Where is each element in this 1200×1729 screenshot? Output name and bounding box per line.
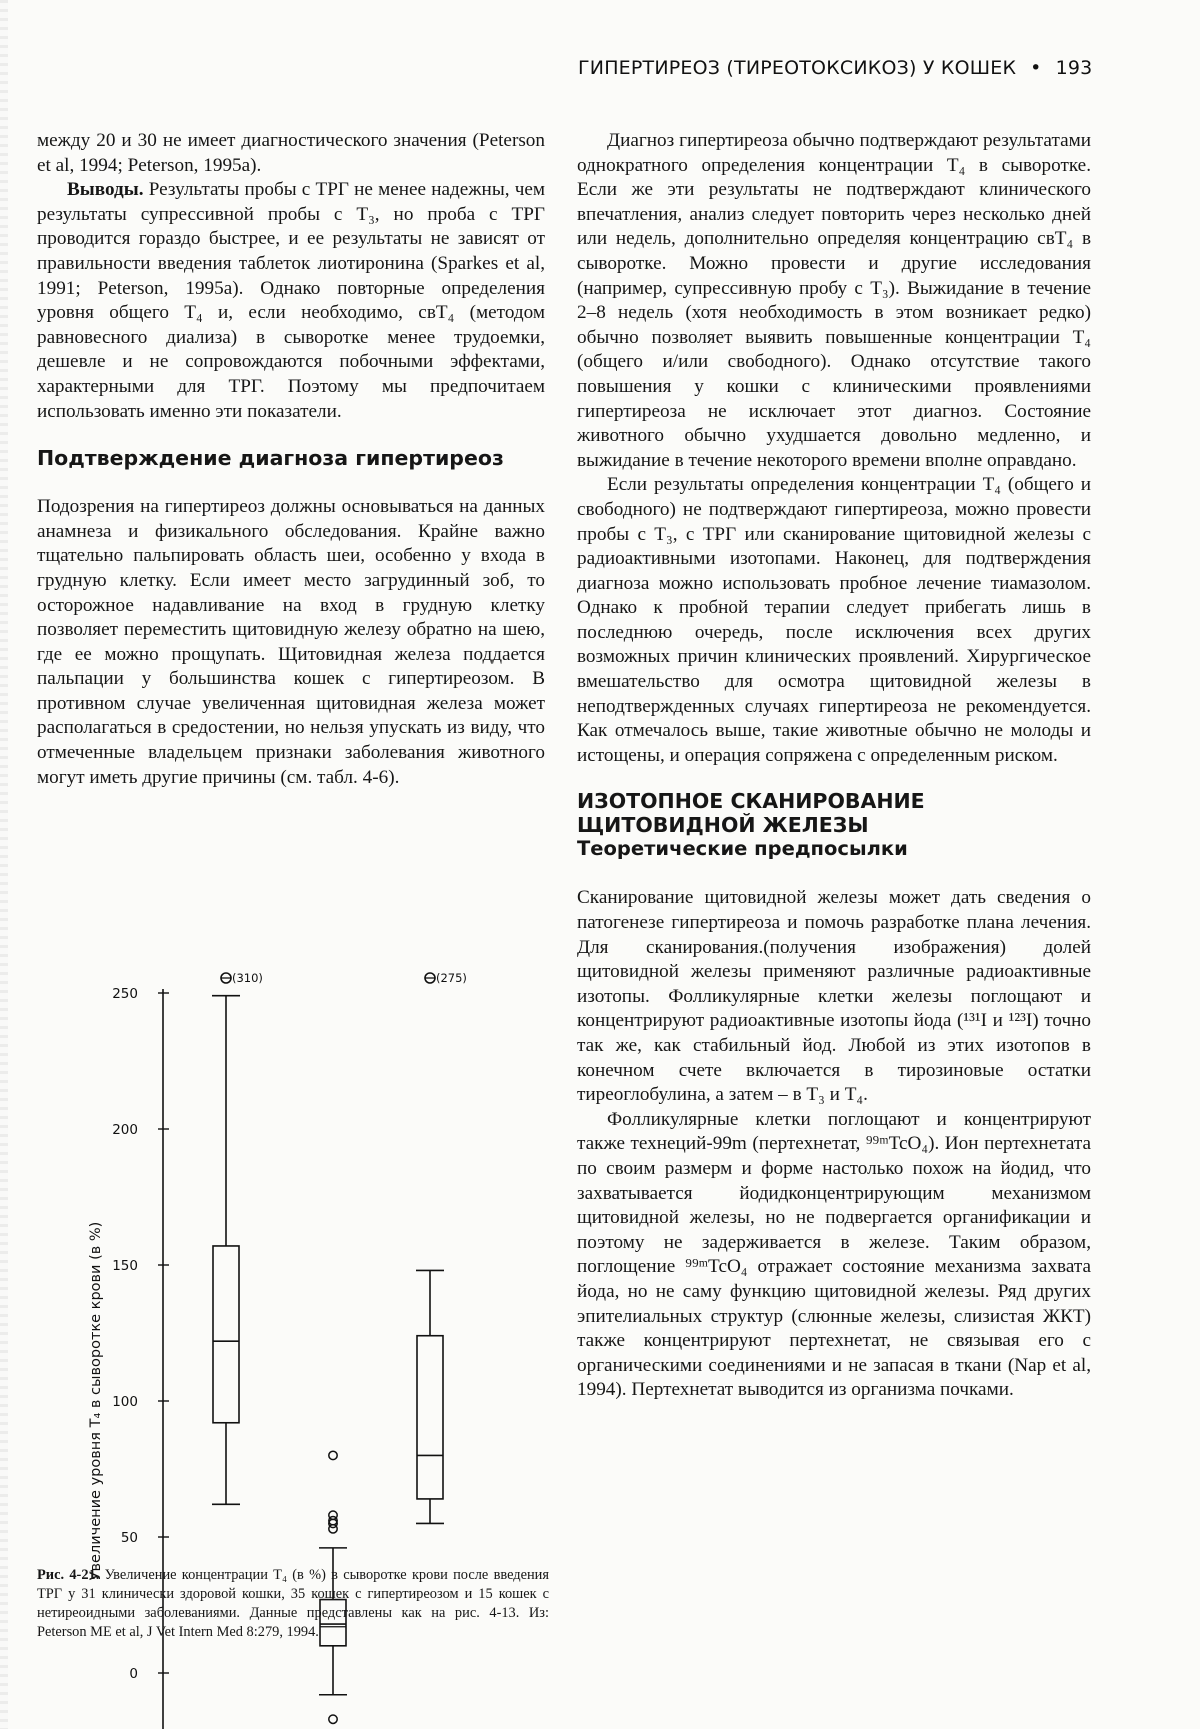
caption-label: Рис. 4-21. (37, 1567, 100, 1583)
running-header (578, 57, 1093, 79)
y-tick-label: 0 (129, 1666, 138, 1682)
y-tick-label: 100 (112, 1394, 138, 1410)
paragraph-text: Результаты пробы с ТРГ не менее надежны, чем результаты супрессивной пробы с Т₃, но проба с ТРГ проводится гораздо быстрее, и ее результаты не зависят от правильности введения таблеток лиотиронина (Sparkes et al, 1991; Peterson, 1995a). Однако повторные определения уровня общего Т₄ и, если необходимо, свТ₄ (методом равновесного диализа) в сыворотке менее трудоемки, дешевле и не сопровождаются побочными эффектами, характерными для ТРГ. Поэтому мы предпочитаем использовать именно эти показатели. (37, 179, 545, 422)
y-tick-label: 200 (112, 1122, 138, 1138)
caption-text: Увеличение концентрации Т₄ (в %) в сыворотке крови после введения ТРГ у 31 клинически здоровой кошки, 35 кошек с гипертиреозом и 15 кошек с нетиреоидными заболеваниями. Данные представлены как на рис. 4-13. Из: Peterson ME et al, J Vet Intern Med 8:279, 1994. (37, 1567, 549, 1640)
outlier-point (329, 1451, 337, 1459)
box (213, 1246, 239, 1423)
paragraph: Фолликулярные клетки поглощают и концентрируют также технеций-99m (пертехнетат, ⁹⁹ᵐTcO₄). Ион пертехнетата по своим размерм и форме настолько похож на йодид, что захватывается йодидконцентрирующим механизмом щитовидной железы, но не подвергается органификации и поэтому не задерживается в железе. Таким образом, поглощение ⁹⁹ᵐTcO₄ отражает состояние механизма захвата йода, но не саму функцию щитовидной железы. Ряд других эпителиальных структур (слюнные железы, слизистая ЖКТ) также концентрируют пертехнетат, не связывая его с органическими соединениями и не запасая в ткани (Nap et al, 1994). Пертехнетат выводится из организма почками. (577, 1108, 1091, 1401)
scan-edge (0, 0, 8, 1729)
box (417, 1336, 443, 1499)
page-number: 193 (1055, 57, 1093, 79)
offscale-value: (310) (232, 971, 263, 985)
section-heading: Подтверждение диагноза гипертиреоз (37, 446, 504, 471)
paragraph: Диагноз гипертиреоза обычно подтверждают результатами однократного определения концентрации Т₄ в сыворотке. Если же эти результаты не подтверждают клинического впечатления, анализ следует повторить через несколько дней или недель, дополнительно определяя концентрацию свТ₄ в сыворотке. Можно провести и другие исследования (например, супрессивную пробу с Т₃). Выжидание в течение 2–8 недель (хотя необходимость в этом возникает редко) обычно позволяет выявить повышенные концентрации Т₄ (общего и/или свободного). Однако отсутствие такого повышения у кошки с клиническими проявлениями гипертиреоза не исключает этот диагноз. Состояние животного обычно ухудшается довольно медленно, и выжидание в течение некоторого времени вполне оправдано. (577, 130, 1091, 471)
section-heading: ИЗОТОПНОЕ СКАНИРОВАНИЕ ЩИТОВИДНОЙ ЖЕЛЕЗЫ (577, 789, 925, 838)
paragraph: между 20 и 30 не имеет диагностического значения (Peterson et al, 1994; Peterson, 1995а). (37, 130, 545, 176)
conclusions-lead: Выводы. (67, 179, 144, 201)
paragraph (37, 178, 545, 424)
y-axis-label: Увеличение уровня Т₄ в сыворотке крови (в %) (88, 1221, 104, 1581)
offscale-value: (275) (436, 971, 467, 985)
paragraph: Подозрения на гипертиреоз должны основываться на данных анамнеза и физикального обследования. Крайне важно тщательно пальпировать область шеи, особенно у входа в грудную клетку. Если имеет место загрудинный зоб, то осторожное надавливание на вход в грудную клетку позволяет переместить щитовидную железу обратно на шею, где ее можно прощупать. Щитовидная железа поддается пальпации у большинства кошек с гипертиреозом. В противном случае увеличенная щитовидная железа может располагаться в средостении, но нельзя упускать из виду, что отмеченные владельцем признаки заболевания животного могут иметь другие причины (см. табл. 4-6). (37, 496, 545, 788)
paragraph: Сканирование щитовидной железы может дать сведения о патогенезе гипертиреоза и помочь разработке плана лечения. Для сканирования.(получения изображения) долей щитовидной железы применяют различные радиоактивные изотопы. Фолликулярные клетки железы поглощают и концентрируют радиоактивные изотопы йода (¹³¹I и ¹²³I) точно так же, как стабильный йод. Любой из этих изотопов в конечном счете включается в тирозиновые остатки тиреоглобулина, а затем – в Т₃ и Т₄. (577, 887, 1091, 1106)
running-title: ГИПЕРТИРЕОЗ (ТИРЕОТОКСИКОЗ) У КОШЕК (578, 57, 1017, 79)
outlier-point (329, 1511, 337, 1519)
left-column (37, 129, 545, 790)
subsection-heading: Теоретические предпосылки (577, 837, 908, 861)
figure-caption (37, 1566, 549, 1642)
y-tick-label: 250 (112, 986, 138, 1002)
outlier-point (329, 1715, 337, 1723)
y-tick-label: 50 (120, 1530, 138, 1546)
y-tick-label: 150 (112, 1258, 138, 1274)
right-column (577, 129, 1091, 1403)
paragraph: Если результаты определения концентрации Т₄ (общего и свободного) не подтверждают гипертиреоза, можно провести пробы с Т₃, с ТРГ или сканирование щитовидной железы с радиоактивными изотопами. Наконец, для подтверждения диагноза можно использовать пробное лечение тиамазолом. Однако к пробной терапии следует прибегать лишь в последнюю очередь, после исключения всех других возможных причин клинических проявлений. Хирургическое вмешательство для осмотра щитовидной железы в неподтвержденных случаях гипертиреоза не рекомендуется. Как отмечалось выше, такие животные обычно не молоды и истощены, и операция сопряжена с определенным риском. (577, 474, 1091, 766)
header-bullet: • (1030, 57, 1042, 79)
